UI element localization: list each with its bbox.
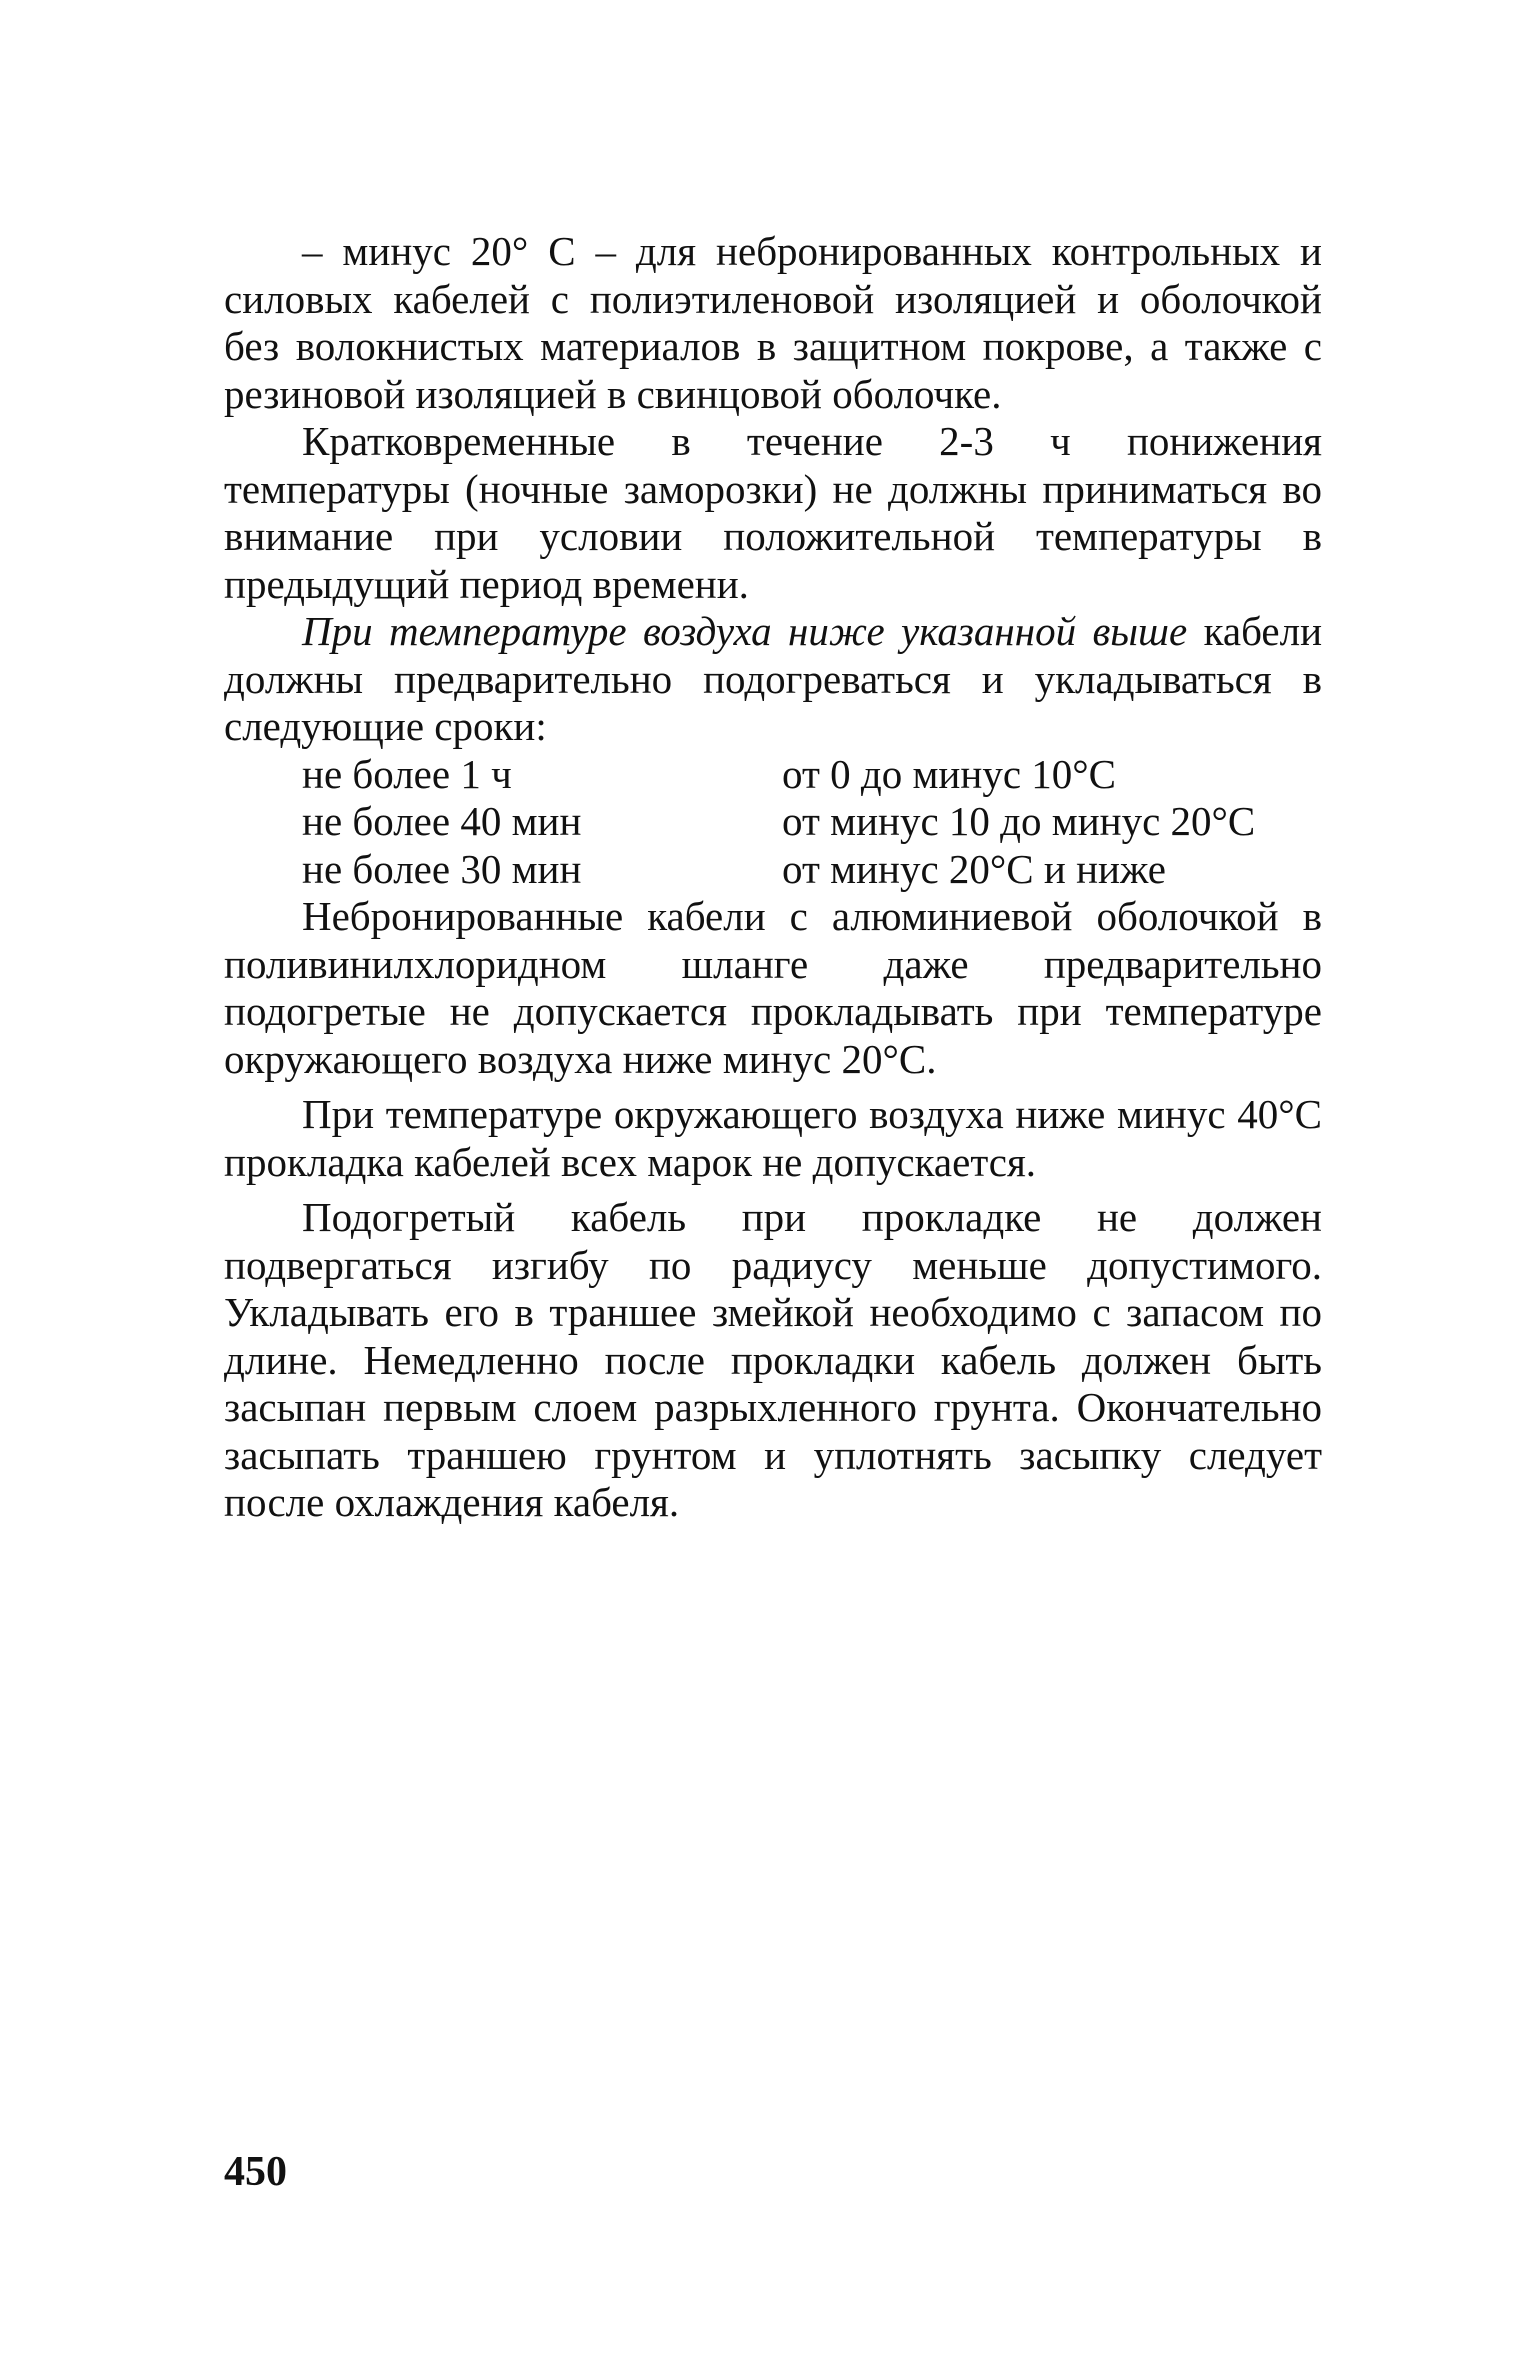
paragraph-heated-cable-laying: Подогретый кабель при прокладке не должен подвергаться изгибу по радиусу меньше допустимого. Укладывать его в траншее змейкой необходимо с запасом по длине. Немедленно после прокладки кабель должен быть засыпан первым слоем разрыхленного грунта. Окончательно засыпать траншею грунтом и уплотнять засыпку следует после охлаждения кабеля. [224, 1194, 1322, 1525]
paragraph-aluminium-sheath: Небронированные кабели с алюминиевой оболочкой в поливинилхлоридном шланге даже предварительно подогретые не допускается прокладывать при температуре окружающего воздуха ниже минус 20°С. [224, 893, 1322, 1082]
schedule-temperature-range: от 0 до минус 10°С [782, 750, 1117, 797]
schedule-duration: не более 1 ч [302, 750, 512, 797]
page-number: 450 [224, 2149, 287, 2195]
body-text [224, 228, 1322, 1527]
schedule-duration: не более 30 мин [302, 845, 582, 892]
laying-time-schedule [224, 751, 1322, 894]
schedule-duration: не более 40 мин [302, 798, 582, 844]
schedule-temperature-range: от минус 20°С и ниже [782, 845, 1166, 892]
paragraph-minus-20-cables: – минус 20° С – для небронированных контрольных и силовых кабелей с полиэтиленовой изоляцией и оболочкой без волокнистых материалов в защитном покрове, а также с резиновой изоляцией в свинцовой оболочке. [224, 228, 1322, 417]
schedule-row [224, 751, 1322, 799]
preheating-regular-text: кабели должны предварительно подогреваться и укладываться в следующие сроки: [224, 608, 1323, 749]
paragraph-preheating [224, 608, 1322, 751]
preheating-italic-lead: При температуре воздуха ниже указанной выше [302, 608, 1188, 654]
paragraph-minus-40-limit: При температуре окружающего воздуха ниже минус 40°С прокладка кабелей всех марок не допускается. [224, 1091, 1322, 1185]
schedule-row [224, 798, 1322, 846]
schedule-row [224, 846, 1322, 894]
paragraph-short-term-frost: Кратковременные в течение 2-3 ч понижения температуры (ночные заморозки) не должны приниматься во внимание при условии положительной температуры в предыдущий период времени. [224, 418, 1322, 607]
schedule-temperature-range: от минус 10 до минус 20°С [782, 798, 1256, 844]
